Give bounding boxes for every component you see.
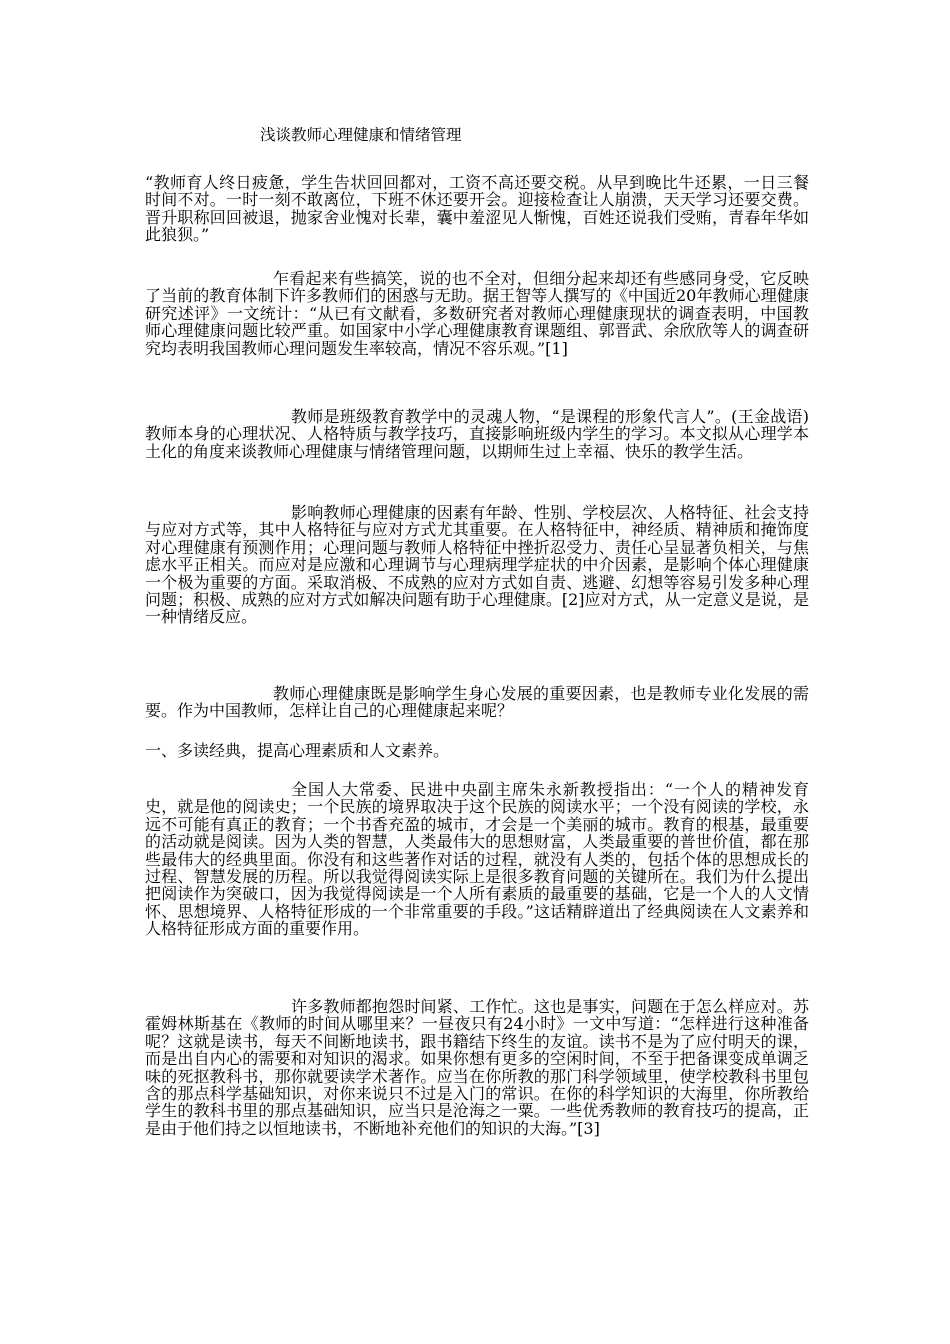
- paragraph-question: 教师心理健康既是影响学生身心发展的重要因素，也是教师专业化发展的需要。作为中国教师，怎样让自己的心理健康起来呢？: [145, 684, 809, 721]
- paragraph-intro: 乍看起来有些搞笑，说的也不全对，但细分起来却还有些感同身受，它反映了当前的教育体制下许多教师们的困惑与无助。据王智等人撰写的《中国近20年教师心理健康研究述评》一文统计：“从已有文献看，多数研究者对教师心理健康现状的调查表明，中国教师心理健康问题比较严重。如国家中小学心理健康教育课题组、郭晋武、余欣欣等人的调查研究均表明我国教师心理问题发生率较高，情况不容乐观。”[1]: [145, 269, 809, 358]
- paragraph-teacher-role: 教师是班级教育教学中的灵魂人物，“是课程的形象代言人”。(王金战语)教师本身的心理状况、人格特质与教学技巧，直接影响班级内学生的学习。本文拟从心理学本土化的角度来谈教师心理健康与情绪管理问题，以期师生过上幸福、快乐的教学生活。: [145, 407, 809, 461]
- paragraph-reading-quote: 全国人大常委、民进中央副主席朱永新教授指出：“一个人的精神发育史，就是他的阅读史；一个民族的境界取决于这个民族的阅读水平；一个没有阅读的学校，永远不可能有真正的教育；一个书香充盈的城市，才会是一个美丽的城市。教育的根基，最重要的活动就是阅读。因为人类的智慧，人类最伟大的思想财富，人类最重要的普世价值，都在那些最伟大的经典里面。你没有和这些著作对话的过程，就没有人类的，包括个体的思想成长的过程、智慧发展的历程。所以我觉得阅读实际上是很多教育问题的关键所在。我们为什么提出把阅读作为突破口，因为我觉得阅读是一个人所有素质的最重要的基础，它是一个人的人文情怀、思想境界、人格特征形成的一个非常重要的手段。”这话精辟道出了经典阅读在人文素养和人格特征形成方面的重要作用。: [145, 780, 809, 939]
- document-title: 浅谈教师心理健康和情绪管理: [260, 126, 462, 144]
- paragraph-time: 许多教师都抱怨时间紧、工作忙。这也是事实，问题在于怎么样应对。苏霍姆林斯基在《教师的时间从哪里来？一昼夜只有24小时》一文中写道：“怎样进行这种准备呢？这就是读书，每天不间断地读书，跟书籍结下终生的友谊。读书不是为了应付明天的课，而是出自内心的需要和对知识的渴求。如果你想有更多的空闲时间，不至于把备课变成单调乏味的死抠教科书，那你就要读学术著作。应当在你所教的那门科学领域里，使学校教科书里包含的那点科学基础知识，对你来说只不过是入门的常识。在你的科学知识的大海里，你所教给学生的教科书里的那点基础知识，应当只是沧海之一粟。一些优秀教师的教育技巧的提高，正是由于他们持之以恒地读书，不断地补充他们的知识的大海。”[3]: [145, 997, 809, 1138]
- paragraph-factors: 影响教师心理健康的因素有年龄、性别、学校层次、人格特征、社会支持与应对方式等，其中人格特征与应对方式尤其重要。在人格特征中，神经质、精神质和掩饰度对心理健康有预测作用；心理问题与教师人格特征中挫折忍受力、责任心呈显著负相关，与焦虑水平正相关。而应对是应激和心理调节与心理病理学症状的中介因素，是影响个体心理健康一个极为重要的方面。采取消极、不成熟的应对方式如自责、逃避、幻想等容易引发多种心理问题；积极、成熟的应对方式如解决问题有助于心理健康。[2]应对方式，从一定意义是说，是一种情绪反应。: [145, 503, 809, 627]
- paragraph-verse: “教师育人终日疲惫，学生告状回回都对，工资不高还要交税。从早到晚比牛还累，一日三餐时间不对。一时一刻不敢离位，下班不休还要开会。迎接检查让人崩溃，天天学习还要交费。晋升职称回回被退，抛家舍业愧对长辈，囊中羞涩见人惭愧，百姓还说我们受贿，青春年华如此狼狈。”: [145, 173, 809, 245]
- section-heading: 一、多读经典，提高心理素质和人文素养。: [145, 741, 450, 760]
